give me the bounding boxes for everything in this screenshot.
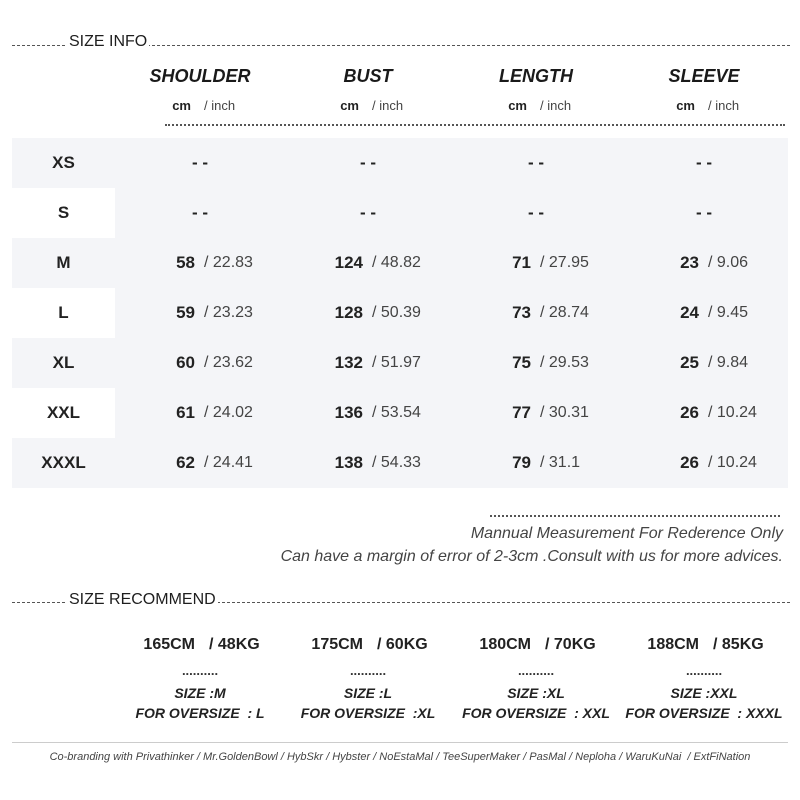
cell-shoulder [116,188,284,238]
value-inch: / 23.23 [204,304,253,321]
value-inch: / 51.97 [372,354,421,371]
empty-value: - - [695,203,713,222]
unit-cm-label: cm [340,98,359,113]
recommend-item [620,634,788,726]
value-inch: / 48.82 [372,254,421,271]
size-row-s [12,188,788,238]
cell-bust [284,438,452,488]
recommend-weight: / 85KG [713,636,764,653]
column-header-shoulder [116,64,284,116]
recommend-height: 188CM [647,636,699,653]
cell-shoulder [116,238,284,288]
cell-length [452,388,620,438]
size-row-xl [12,338,788,388]
column-name: SLEEVE [668,66,740,86]
cell-shoulder [116,438,284,488]
value-cm: 62 [176,453,195,472]
value-cm: 79 [512,453,531,472]
column-name: LENGTH [499,66,573,86]
cell-length [452,238,620,288]
cell-shoulder [116,288,284,338]
recommend-item [116,634,284,726]
size-row-l [12,288,788,338]
empty-value: - - [359,153,377,172]
cell-sleeve [620,188,788,238]
cell-bust [284,188,452,238]
value-inch: / 24.02 [204,404,253,421]
value-inch: / 29.53 [540,354,589,371]
co-branding-footer: Co-branding with Privathinker / Mr.GoldenBowl / HybSkr / Hybster / NoEstaMal / TeeSuperMaker / PasMal / Neploha / WaruKuNai / ExtFiNation [49,751,751,763]
header-divider [165,124,785,126]
recommend-item [452,634,620,726]
value-cm: 124 [334,253,363,272]
unit-cm-label: cm [172,98,191,113]
recommend-size: SIZE :XXL [670,685,738,701]
size-row-m [12,238,788,288]
value-inch: / 50.39 [372,304,421,321]
recommend-size: SIZE :M [174,685,226,701]
cell-shoulder [116,388,284,438]
recommend-item [284,634,452,726]
empty-value: - - [359,203,377,222]
value-cm: 23 [680,253,699,272]
value-cm: 75 [512,353,531,372]
value-inch: / 53.54 [372,404,421,421]
cell-length [452,138,620,188]
size-label: S [12,188,115,238]
empty-value: - - [527,203,545,222]
cell-sleeve [620,338,788,388]
cell-length [452,288,620,338]
size-row-xs [12,138,788,188]
recommend-oversize: FOR OVERSIZE :XL [300,705,436,721]
value-cm: 59 [176,303,195,322]
empty-value: - - [191,203,209,222]
recommend-height: 175CM [311,636,363,653]
unit-inch-label: / inch [372,98,404,113]
unit-cm-label: cm [676,98,695,113]
cell-sleeve [620,138,788,188]
recommend-separator: .......... [349,663,387,678]
value-inch: / 9.84 [708,354,749,371]
size-label: XXXL [41,453,86,472]
column-header-bust [284,64,452,116]
size-label: XL [52,353,75,372]
cell-bust [284,388,452,438]
value-cm: 26 [680,453,699,472]
empty-value: - - [191,153,209,172]
notes-divider [490,515,780,517]
value-cm: 26 [680,403,699,422]
cell-sleeve [620,238,788,288]
unit-inch-label: / inch [708,98,740,113]
unit-cm-label: cm [508,98,527,113]
recommend-size: SIZE :XL [507,685,565,701]
unit-inch-label: / inch [204,98,236,113]
value-cm: 61 [176,403,195,422]
value-inch: / 22.83 [204,254,253,271]
value-inch: / 28.74 [540,304,589,321]
size-recommend-title: SIZE RECOMMEND [69,591,216,608]
recommend-separator: .......... [181,663,219,678]
cell-length [452,188,620,238]
cell-length [452,438,620,488]
recommend-weight: / 60KG [377,636,428,653]
value-inch: / 30.31 [540,404,589,421]
empty-value: - - [695,153,713,172]
value-inch: / 10.24 [708,404,757,421]
value-cm: 128 [334,303,363,322]
value-cm: 138 [334,453,363,472]
cell-shoulder [116,138,284,188]
value-inch: / 54.33 [372,454,421,471]
cell-bust [284,338,452,388]
unit-inch-label: / inch [540,98,572,113]
recommend-weight: / 70KG [545,636,596,653]
value-inch: / 31.1 [540,454,581,471]
recommend-oversize: FOR OVERSIZE : XXXL [625,705,783,721]
value-cm: 24 [680,303,699,322]
value-inch: / 23.62 [204,354,253,371]
cell-bust [284,238,452,288]
margin-of-error-note: Can have a margin of error of 2-3cm .Consult with us for more advices. [280,548,783,565]
measurement-note: Mannual Measurement For Rederence Only [470,525,783,542]
recommend-weight: / 48KG [209,636,260,653]
cell-length [452,338,620,388]
value-inch: / 24.41 [204,454,253,471]
column-header-sleeve [620,64,788,116]
value-cm: 58 [176,253,195,272]
recommend-oversize: FOR OVERSIZE : L [135,705,265,721]
value-cm: 25 [680,353,699,372]
size-label: M [56,253,71,272]
value-inch: / 9.06 [708,254,749,271]
value-inch: / 9.45 [708,304,749,321]
cell-sleeve [620,288,788,338]
footer-divider [12,742,788,743]
value-cm: 71 [512,253,531,272]
value-cm: 60 [176,353,195,372]
value-cm: 136 [334,403,363,422]
value-cm: 73 [512,303,531,322]
column-name: SHOULDER [149,66,251,86]
value-inch: / 27.95 [540,254,589,271]
empty-value: - - [527,153,545,172]
value-cm: 132 [334,353,363,372]
value-inch: / 10.24 [708,454,757,471]
recommend-separator: .......... [517,663,555,678]
size-label: L [12,288,115,338]
recommend-size: SIZE :L [343,685,393,701]
recommend-height: 165CM [143,636,195,653]
column-header-length [452,64,620,116]
cell-bust [284,138,452,188]
cell-sleeve [620,438,788,488]
cell-shoulder [116,338,284,388]
recommend-height: 180CM [479,636,531,653]
recommend-oversize: FOR OVERSIZE : XXL [462,705,610,721]
size-row-xxxl [12,438,788,488]
size-label: XS [52,153,75,172]
size-info-title: SIZE INFO [69,33,148,50]
size-row-xxl [12,388,788,438]
recommend-separator: .......... [685,663,723,678]
cell-bust [284,288,452,338]
cell-sleeve [620,388,788,438]
column-name: BUST [343,66,393,86]
value-cm: 77 [512,403,531,422]
size-label: XXL [12,388,115,438]
